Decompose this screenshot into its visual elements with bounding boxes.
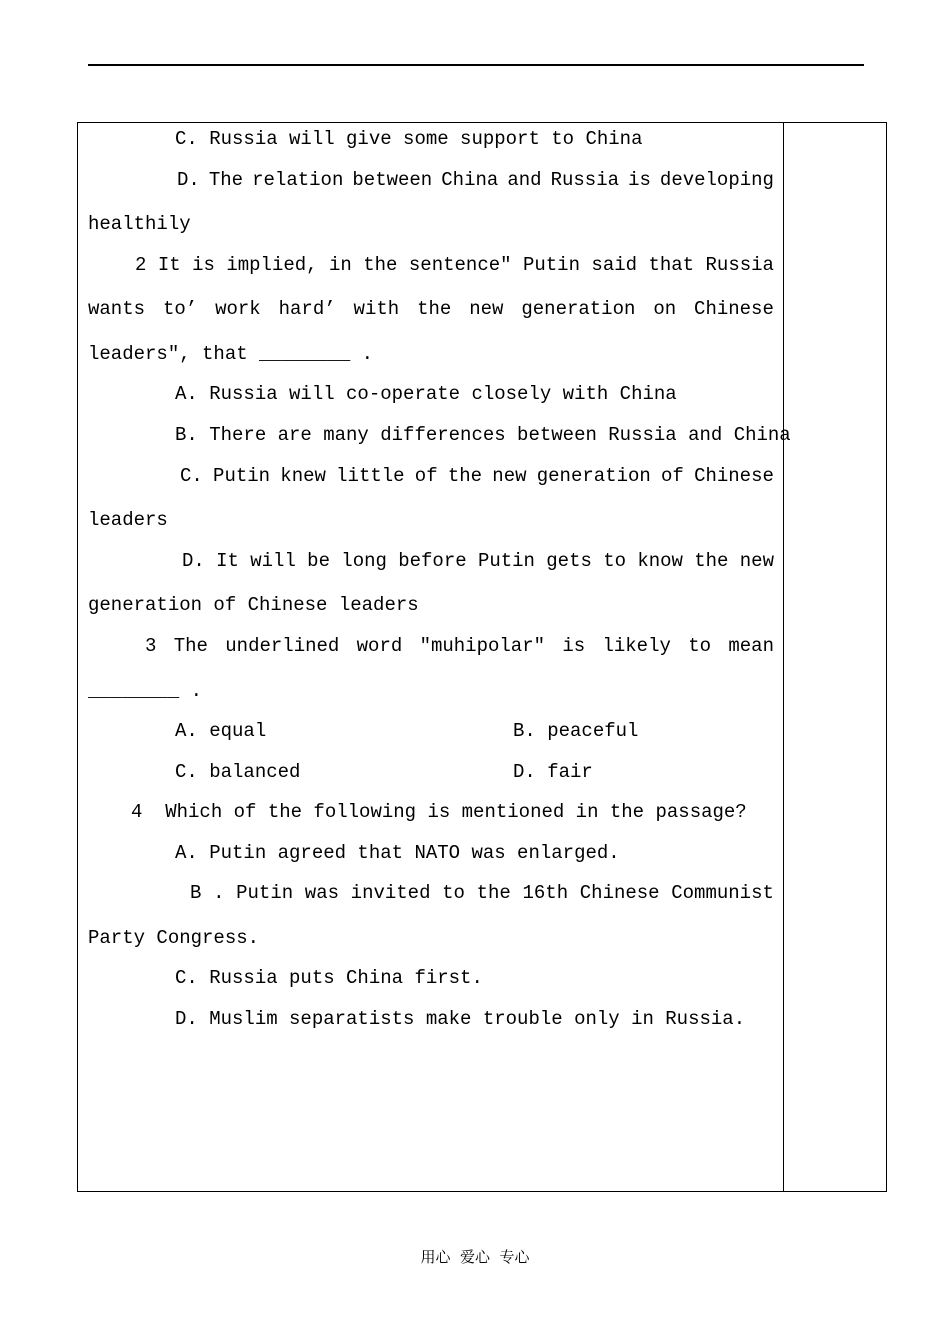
q2-option-c: C. Putin knew little of the new generation of Chinese — [180, 465, 774, 487]
q2-option-c-cont: leaders — [88, 509, 168, 531]
q3-option-b: B. peaceful — [513, 720, 639, 742]
side-column-divider — [783, 122, 784, 1192]
q2-stem-line1: 2 It is implied, in the sentence″ Putin said that Russia — [135, 254, 774, 276]
q4-option-c: C. Russia puts China first. — [175, 967, 483, 989]
q4-option-b-cont: Party Congress. — [88, 927, 260, 949]
q3-option-a: A. equal — [175, 720, 267, 742]
q2-option-d-cont: generation of Chinese leaders — [88, 594, 419, 616]
q4-option-b: B . Putin was invited to the 16th Chinese Communist — [190, 882, 774, 904]
q3-option-c: C. balanced — [175, 761, 301, 783]
q1-option-c: C. Russia will give some support to China — [175, 128, 643, 150]
q1-option-d-cont: healthily — [88, 213, 191, 235]
q2-option-d: D. It will be long before Putin gets to know the new — [182, 550, 774, 572]
q2-stem-line2: wants to’ work hard’ with the new generation on Chinese — [88, 298, 774, 320]
page-footer: 用心 爱心 专心 — [420, 1248, 530, 1266]
q1-option-d: D. The relation between China and Russia is developing — [177, 169, 774, 191]
q3-stem-line1: 3 The underlined word ″muhipolar″ is likely to mean — [145, 635, 774, 657]
q2-stem-line3: leaders″, that ________ . — [88, 343, 374, 365]
q4-option-d: D. Muslim separatists make trouble only in Russia. — [175, 1008, 746, 1030]
header-rule — [88, 64, 864, 66]
q2-option-a: A. Russia will co-operate closely with China — [175, 383, 677, 405]
q2-option-b: B. There are many differences between Russia and China — [175, 424, 791, 446]
q3-option-d: D. fair — [513, 761, 593, 783]
q4-option-a: A. Putin agreed that NATO was enlarged. — [175, 842, 620, 864]
q3-stem-line2: ________ . — [88, 680, 203, 702]
q4-stem: 4 Which of the following is mentioned in the passage? — [131, 801, 747, 823]
